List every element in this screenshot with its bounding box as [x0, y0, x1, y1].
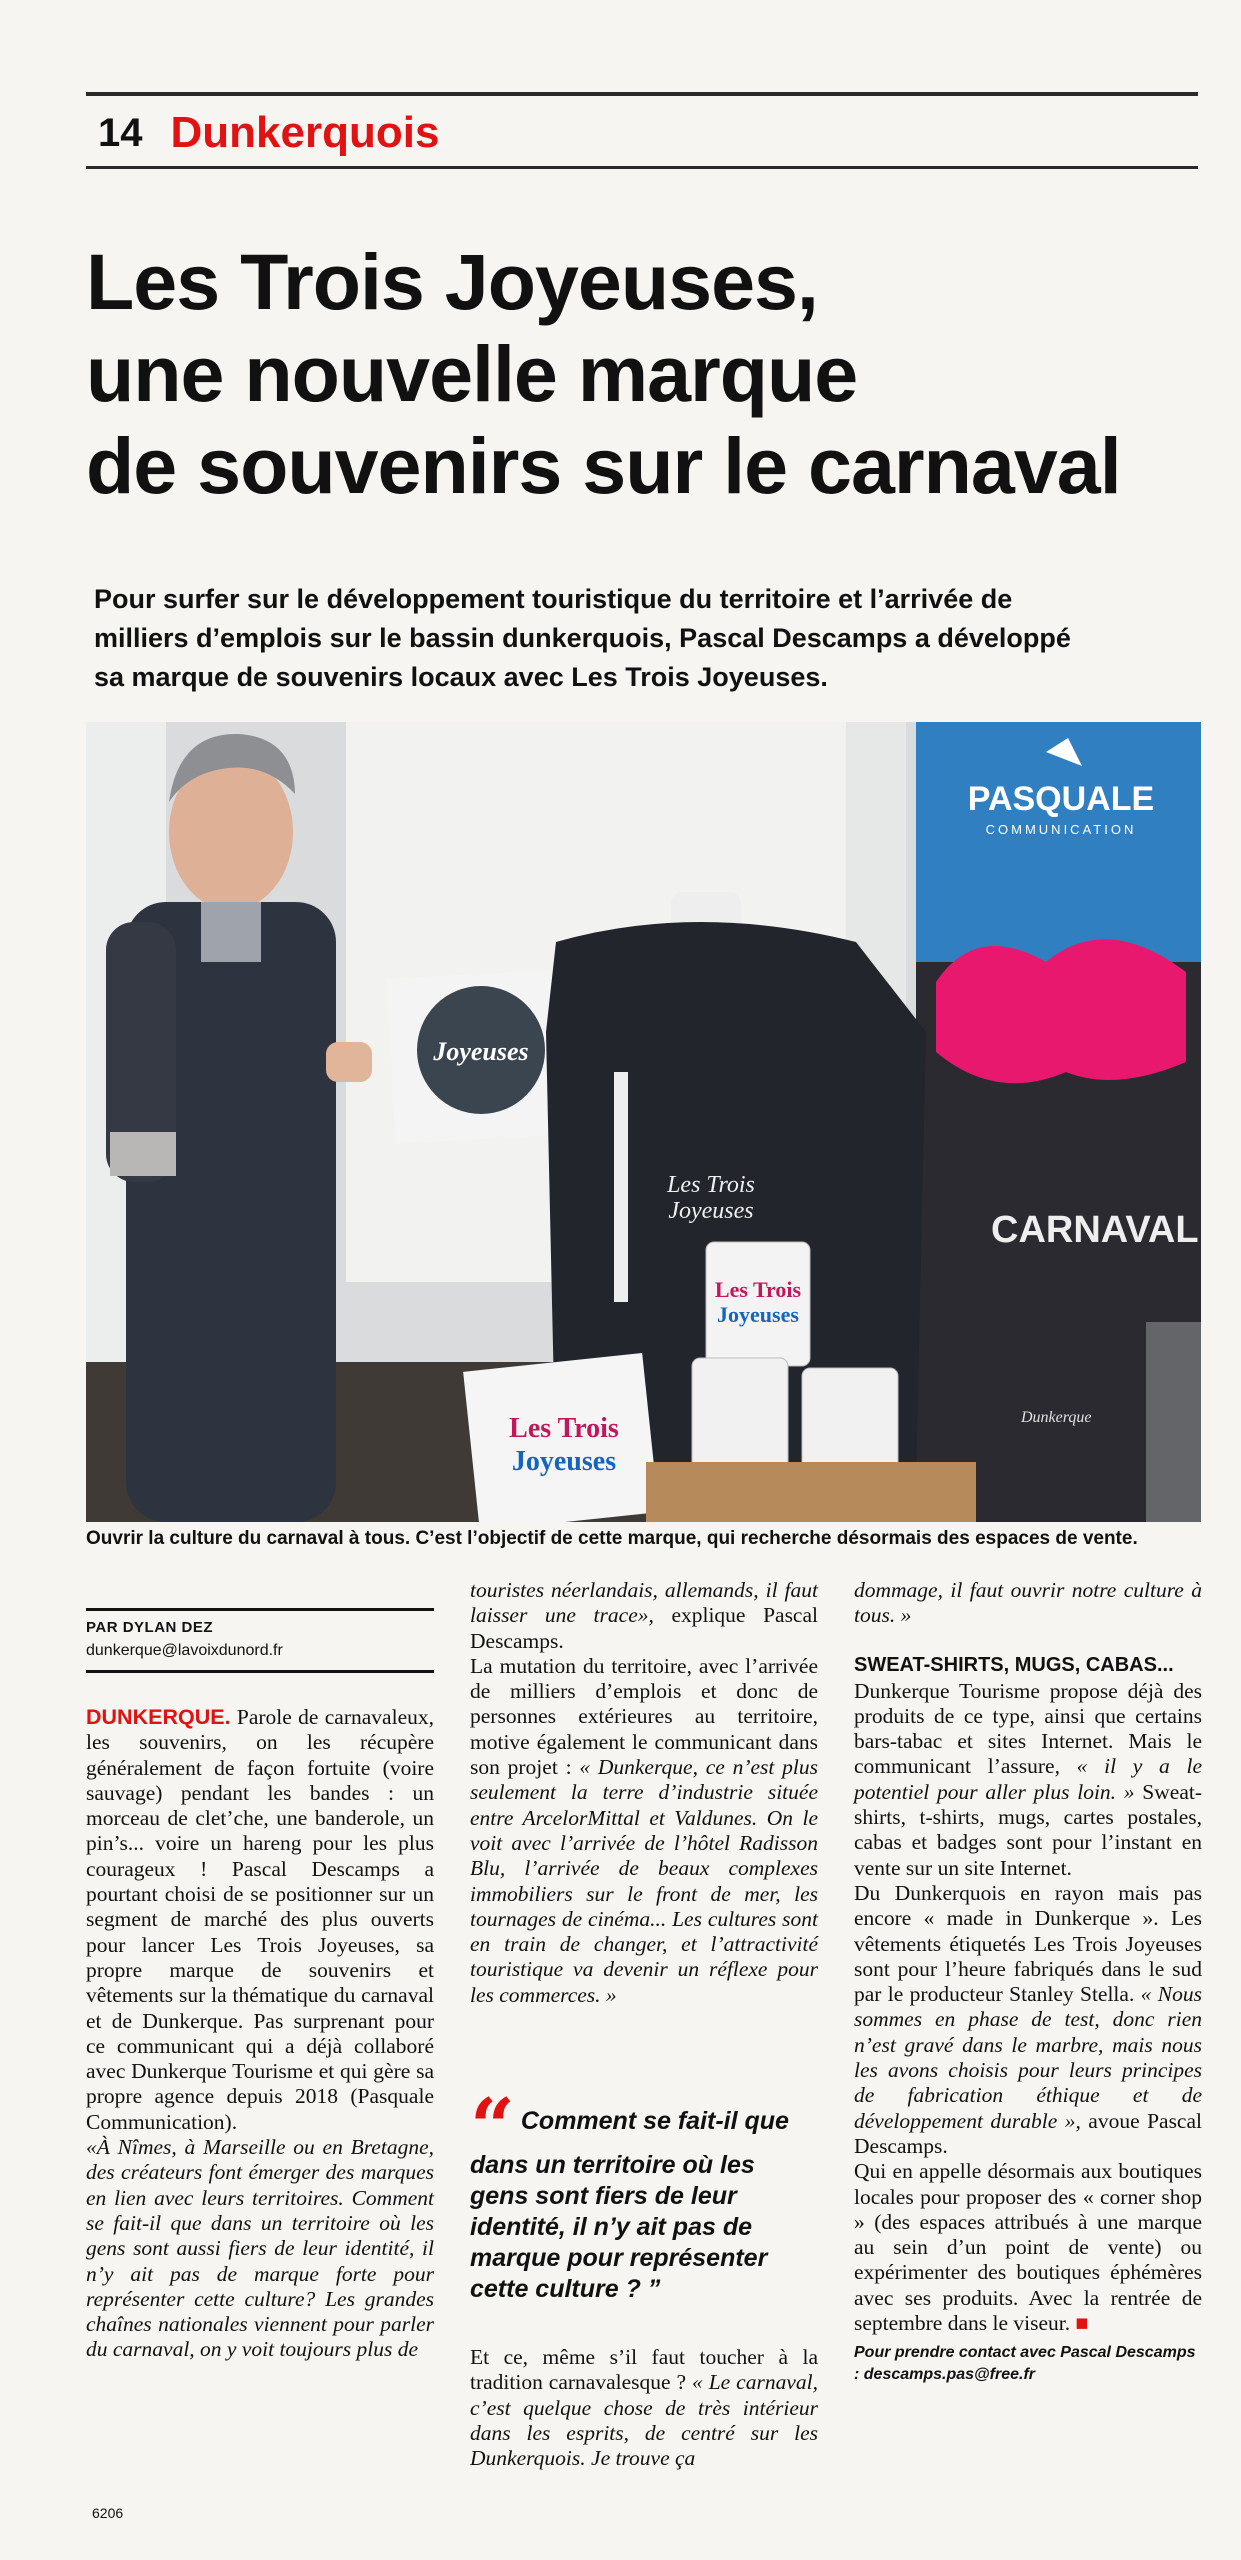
lead-line: milliers d’emplois sur le bassin dunkerquois, Pascal Descamps a développé [94, 623, 1071, 653]
paragraph [854, 1679, 1202, 1881]
lead-line: Pour surfer sur le développement touristique du territoire et l’arrivée de [94, 584, 1013, 614]
paragraph-text: Dunkerque Tourisme propose déjà des produits de ce type, ainsi que certains bars-tabac et sites Internet. Mais le communicant l’assure, [854, 1678, 1202, 1779]
lead-paragraph [94, 580, 1194, 697]
paragraph [854, 2159, 1202, 2336]
paragraph-text: Qui en appelle désormais aux boutiques locales pour proposer des « corner shop » (des espaces attribués à une marque au sein d’un point de vente) ou expérimenter des boutiques éphémères avec ses produits. Avec la rentrée de septembre dans le viseur. [854, 2159, 1202, 2336]
column-2-bottom [470, 2345, 818, 2471]
lead-line: sa marque de souvenirs locaux avec Les Trois Joyeuses. [94, 662, 828, 692]
paragraph [470, 2345, 818, 2471]
paragraph [470, 1578, 818, 1654]
quote-text: « Dunkerque, ce n’est plus seulement la terre d’industrie située entre ArcelorMittal et Valdunes. On le voit avec l’arrivée de l’hôtel Radisson Blu, l’arrivée de beaux complexes immobiliers sur le front de mer, les tournages de cinéma... Les cultures sont en train de changer, et l’attractivité touristique va devenir un réflexe pour les commerces. » [470, 1755, 818, 2007]
headline [86, 236, 1196, 512]
quote-text: «À Nîmes, à Marseille ou en Bretagne, des créateurs font émerger des marques en lien avec leurs territoires. Comment se fait-il que dans un territoire où les gens sont aussi fiers de leur identité, il n’y ait pas de marque forte pour représenter cette culture? Les grandes chaînes nationales viennent pour parler du carnaval, on y voit toujours plus de [86, 2135, 434, 2362]
hoodie-logo-bottom: Joyeuses [668, 1198, 754, 1224]
end-mark: ■ [1075, 2311, 1089, 2336]
carnival-city: Dunkerque [1021, 1409, 1092, 1426]
paragraph [86, 2135, 434, 2363]
dateline-city: DUNKERQUE. [86, 1705, 231, 1729]
mug-logo-bottom: Joyeuses [717, 1302, 799, 1327]
headline-line: de souvenirs sur le carnaval [86, 421, 1121, 510]
sign-subtitle: COMMUNICATION [985, 822, 1137, 837]
contact-note: Pour prendre contact avec Pascal Descamps : descamps.pas@free.fr [854, 2344, 1196, 2384]
paragraph-text: La mutation du territoire, avec l’arrivée de milliers d’emplois et donc de personnes extérieures au territoire, motive également le communicant dans son projet : [470, 1653, 818, 1780]
paragraph [854, 1881, 1202, 2159]
quote-text: dommage, il faut ouvrir notre culture à tous. » [854, 1578, 1202, 1628]
paragraph-text: explique Pascal Descamps. [470, 1603, 818, 1653]
author-email: dunkerque@lavoixdunord.fr [86, 1642, 283, 1659]
page-header [98, 110, 439, 156]
headline-line: une nouvelle marque [86, 329, 858, 418]
mug-logo-top: Les Trois [714, 1277, 802, 1302]
paragraph-text: Parole de carnavaleux, les souvenirs, on les récupère généralement de façon fortuite (voire sauvage) pendant les bandes : un morceau de clet’che, une banderole, un pin’s... voire un hareng pour les plus courageux ! Pascal Descamps a pourtant choisi de se positionner sur un segment de marché des plus ouverts pour lancer Les Trois Joyeuses, sa propre marque de souvenirs et vêtements sur la thématique du carnaval et de Dunkerque. Pas surprenant pour ce communicant qui a déjà collaboré avec Dunkerque Tourisme et qui gère sa propre agence depuis 2018 (Pasquale Communication). [86, 1705, 434, 2134]
quote-text: « il y a le potentiel pour aller plus loin. » [854, 1754, 1202, 1804]
page-number: 14 [98, 110, 143, 155]
subheading: SWEAT-SHIRTS, MUGS, CABAS... [854, 1653, 1174, 1676]
column-3 [854, 1578, 1202, 2386]
paragraph [470, 1654, 818, 2008]
headline-line: Les Trois Joyeuses, [86, 237, 818, 326]
bag-logo-bottom: Joyeuses [511, 1446, 617, 1477]
quote-mark: “ [470, 2082, 515, 2173]
hoodie-logo-top: Les Trois [667, 1172, 755, 1198]
column-1 [86, 1705, 434, 2363]
section-title: Dunkerquois [170, 108, 440, 157]
quote-text: « Nous sommes en phase de test, donc rien n’est gravé dans le marbre, mais nous les avons choisis pour leurs principes de fabrication éthique et de développement durable », [854, 1982, 1202, 2133]
pull-quote-text: Comment se fait-il que dans un territoire où les gens sont fiers de leur identité, il n’y ait pas de marque pour représenter cette culture ? ” [470, 2107, 789, 2303]
page-code: 6206 [92, 2505, 124, 2521]
quote-text: « Le carnaval, c’est quelque chose de très intérieur dans les esprits, de centré sur les Dunkerquois. Je trouve ça [470, 2370, 818, 2471]
bag-logo-top: Les Trois [509, 1413, 619, 1444]
carnival-lettering: CARNAVAL [991, 1209, 1199, 1251]
quote-text: touristes néerlandais, allemands, il faut laisser une trace», [470, 1578, 818, 1628]
paragraph [854, 1578, 1202, 1629]
sign-brand: PASQUALE [967, 780, 1155, 818]
header-rule [86, 166, 1198, 169]
paragraph-text: Du Dunkerquois en rayon mais pas encore « made in Dunkerque ». Les vêtements étiquetés Les Trois Joyeuses sont pour l’heure fabriqués dans le sud par le producteur Stanley Stella. [854, 1880, 1202, 2007]
paragraph [86, 1705, 434, 2135]
pink-feather-boa [936, 939, 1186, 1083]
top-rule [86, 92, 1198, 96]
author: PAR DYLAN DEZ [86, 1619, 214, 1636]
paragraph-text: avoue Pascal Descamps. [854, 2108, 1202, 2158]
article-photo [86, 722, 1201, 1522]
paragraph-text: Sweat-shirts, t-shirts, mugs, cartes postales, cabas et badges sont pour l’instant en vente sur un site Internet. [854, 1779, 1203, 1880]
paragraph-text: Et ce, même s’il faut toucher à la tradition carnavalesque ? [470, 2345, 818, 2395]
column-2 [470, 1578, 818, 2008]
held-logo-text: Joyeuses [433, 1037, 529, 1066]
pull-quote [470, 2082, 818, 2305]
byline [86, 1608, 434, 1673]
photo-illustration [86, 722, 1201, 1522]
photo-caption: Ouvrir la culture du carnaval à tous. C’est l’objectif de cette marque, qui recherche désormais des espaces de vente. [86, 1528, 1138, 1549]
